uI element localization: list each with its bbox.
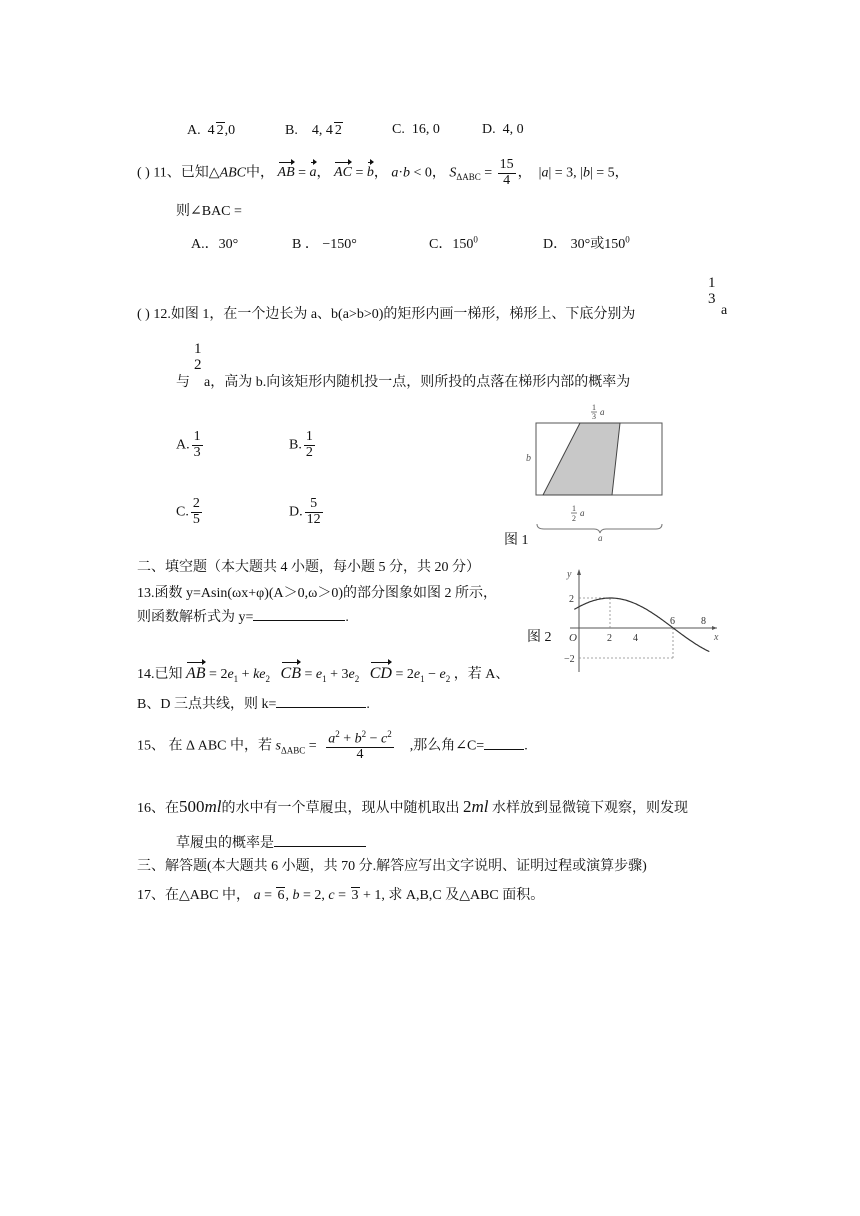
q15: 15、 在 Δ ABC 中，若 $s_{\Delta ABC}$ = $\frac{a^2 + b^2 - c^2}{4}$ ,那么角∠C= . bbox=[137, 729, 528, 763]
q13-line2: 则函数解析式为 y= . bbox=[137, 610, 349, 625]
svg-text:2: 2 bbox=[569, 594, 574, 605]
q13-line1: 13.函数 y=Asin(ωx+φ)(A＞0,ω＞0)的部分图象如图 2 所示， bbox=[137, 586, 498, 601]
svg-text:y: y bbox=[567, 569, 572, 580]
q11-stem: ( ) 11、已知△ABC中， AB = a， AC = b， a·b < 0， $S_{\Delta ABC}$ = $\frac{15}{4}$ ， |a| = 3, |b| = 5， bbox=[137, 157, 629, 188]
frac-one-third: 1 3 bbox=[708, 275, 716, 307]
sine-curve bbox=[574, 598, 709, 652]
q11-option-b: B ． −150° bbox=[292, 237, 357, 252]
q10-options bbox=[187, 122, 235, 139]
q11-line2: 则∠BAC = bbox=[176, 204, 242, 219]
q11-option-a: A.．30° bbox=[191, 237, 239, 252]
figure-2-sine-graph bbox=[562, 564, 722, 676]
q12-option-b: B. $\frac{1}{2}$ bbox=[289, 429, 313, 460]
svg-text:8: 8 bbox=[701, 616, 706, 627]
q10-option-c: C. 16, 0 bbox=[392, 122, 440, 137]
section-3-title: 三、解答题(本大题共 6 小题，共 70 分.解答应写出文字说明、证明过程或演算步骤) bbox=[137, 859, 647, 874]
svg-text:2: 2 bbox=[607, 633, 612, 644]
svg-text:O: O bbox=[569, 632, 577, 644]
q10-option-d: D. 4, 0 bbox=[482, 122, 524, 137]
q12-a: a bbox=[721, 303, 728, 318]
q12-option-d: D. $\frac{5}{12}$ bbox=[289, 496, 321, 527]
svg-text:a: a bbox=[598, 533, 603, 543]
frac-one-half: 1 2 bbox=[194, 341, 202, 373]
svg-text:a: a bbox=[580, 508, 585, 518]
answer-paren: ( ) bbox=[137, 307, 150, 322]
q12-line2: 与 a，高为 b.向该矩形内随机投一点，则所投的点落在梯形内部的概率为 bbox=[176, 375, 631, 390]
svg-text:4: 4 bbox=[633, 633, 638, 644]
figure-1-trapezoid bbox=[520, 398, 670, 544]
q14-line1: 14.已知 AB = $2e_1 + ke_2$ CB = $e_1 + 3e_2$ CD = $2e_1 - e_2$ ，若 A、 bbox=[137, 659, 509, 684]
svg-text:3: 3 bbox=[592, 412, 596, 421]
trapezoid bbox=[543, 423, 620, 495]
svg-text:6: 6 bbox=[670, 616, 675, 627]
svg-text:1: 1 bbox=[592, 403, 596, 412]
q14-line2: B、D 三点共线，则 k= . bbox=[137, 697, 370, 712]
q12-option-c: C. $\frac{2}{5}$ bbox=[176, 496, 200, 527]
q10-option-a: A. 4 2,0 bbox=[187, 123, 236, 138]
svg-text:b: b bbox=[526, 453, 531, 464]
figure-1-caption: 图 1 bbox=[504, 533, 529, 548]
svg-text:x: x bbox=[714, 632, 719, 643]
svg-text:1: 1 bbox=[572, 504, 576, 513]
q12-option-a: A. $\frac{1}{3}$ bbox=[176, 429, 201, 460]
figure-2-caption: 图 2 bbox=[527, 630, 552, 645]
q10-option-b: B. 4, 4 2 bbox=[285, 123, 342, 138]
q11-option-c: C．$150^0$ bbox=[429, 234, 478, 252]
q16-line2: 草履虫的概率是 bbox=[176, 832, 366, 852]
svg-text:2: 2 bbox=[572, 514, 576, 523]
section-2-title: 二、填空题（本大题共 4 小题，每小题 5 分，共 20 分） bbox=[137, 560, 480, 575]
q17: 17、在△ABC 中， a = 6, b = 2, c = 3 + 1, 求 A,B,C 及△ABC 面积。 bbox=[137, 888, 545, 903]
q12-line1: ( ) 12.如图 1，在一个边长为 a、b(a>b>0)的矩形内画一梯形，梯形上、下底分别为 bbox=[137, 307, 636, 322]
svg-text:−2: −2 bbox=[564, 654, 575, 665]
q11-option-d: D． 30°或$150^0$ bbox=[543, 234, 630, 252]
svg-text:a: a bbox=[600, 407, 605, 417]
q16-line1: 16、在500ml的水中有一个草履虫，现从中随机取出 2ml 水样放到显微镜下观察，则发现 bbox=[137, 797, 688, 816]
answer-paren: ( ) bbox=[137, 165, 150, 181]
